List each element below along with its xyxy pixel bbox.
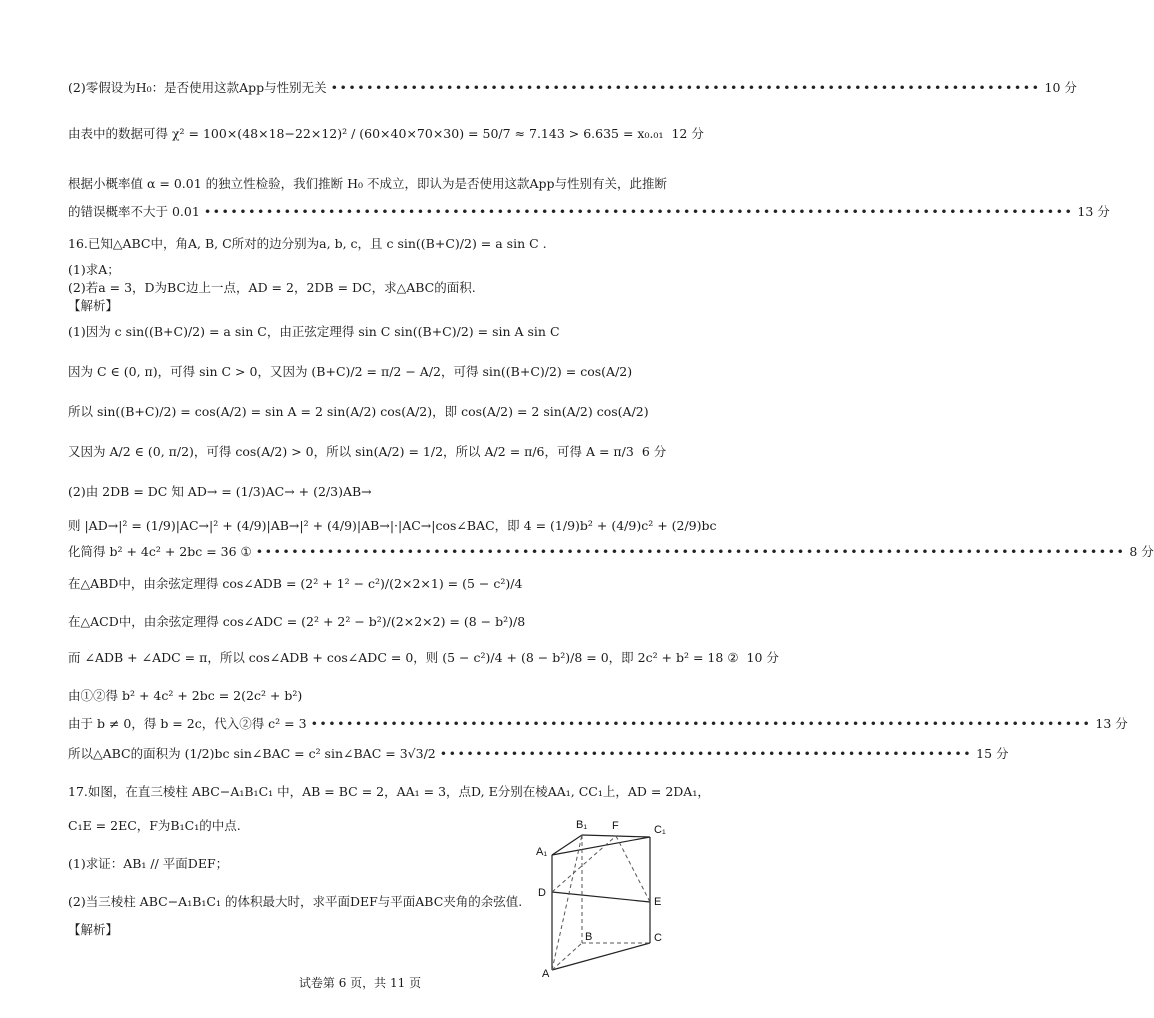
page-footer: 试卷第 6 页，共 11 页 <box>298 976 422 990</box>
problem-17-part2: (2)当三棱柱 ABC−A₁B₁C₁ 的体积最大时，求平面DEF与平面ABC夹角的余弦值. <box>68 894 523 909</box>
problem-16-statement: 16.已知△ABC中，角A, B, C所对的边分别为a, b, c，且 c sin((B+C)/2) = a sin C . <box>68 236 547 251</box>
line-20 <box>68 716 1128 732</box>
problem-17-statement-cont: C₁E = 2EC，F为B₁C₁的中点. <box>68 818 241 833</box>
problem-17-statement: 17.如图，在直三棱柱 ABC−A₁B₁C₁ 中，AB = BC = 2，AA₁ = 3，点D, E分别在棱AA₁, CC₁上，AD = 2DA₁， <box>68 784 710 799</box>
solution-line: 由①②得 b² + 4c² + 2bc = 2(2c² + b²) <box>68 688 303 703</box>
line-4 <box>68 204 1110 220</box>
label-a: A <box>542 968 550 980</box>
leader-dots: •••••••••••••••••••••••••••••••••••••••••••••••••••••••••••• <box>439 746 973 761</box>
line-18 <box>68 650 779 666</box>
prism-figure <box>530 815 680 985</box>
edge-a-b1 <box>552 835 582 970</box>
line-1-text: (2)零假设为H₀：是否使用这款App与性别无关 <box>68 80 327 95</box>
score-label: 15 分 <box>976 746 1009 761</box>
solution-line: (2)由 2DB = DC 知 AD→ = (1/3)AC→ + (2/3)AB→ <box>68 484 372 499</box>
line-15 <box>68 544 1154 560</box>
score-label: 13 分 <box>1095 716 1128 731</box>
label-c: C <box>654 932 662 944</box>
score-label: 10 分 <box>1044 80 1077 95</box>
line-2 <box>68 126 704 142</box>
solution-line: 所以△ABC的面积为 (1/2)bc sin∠BAC = c² sin∠BAC = 3√3/2 <box>68 746 436 761</box>
leader-dots: •••••••••••••••••••••••••••••••••••••••••••••••••••••••••••••••••••••••••••••••••••••••••••••••••• <box>255 544 1126 559</box>
label-a1: A₁ <box>536 846 548 858</box>
edge-a-c <box>552 943 650 970</box>
label-d: D <box>538 887 546 899</box>
solution-line: 因为 C ∈ (0, π)，可得 sin C > 0，又因为 (B+C)/2 = π/2 − A/2，可得 sin((B+C)/2) = cos(A/2) <box>68 364 633 379</box>
line-2-text: 由表中的数据可得 χ² = 100×(48×18−22×12)² / (60×40×70×30) = 50/7 ≈ 7.143 > 6.635 = x₀.₀₁ <box>68 126 664 141</box>
solution-line: 则 |AD→|² = (1/9)|AC→|² + (4/9)|AB→|² + (4/9)|AB→|·|AC→|cos∠BAC，即 4 = (1/9)b² + (4/9)c² + (2/9)bc <box>68 518 717 533</box>
score-label: 10 分 <box>746 650 779 665</box>
edge-a1-c1 <box>552 837 650 855</box>
solution-line: 而 ∠ADB + ∠ADC = π，所以 cos∠ADB + cos∠ADC = 0，则 (5 − c²)/4 + (8 − b²)/8 = 0，即 2c² + b² = 18 ② <box>68 650 739 665</box>
solution-line: (1)因为 c sin((B+C)/2) = a sin C，由正弦定理得 sin C sin((B+C)/2) = sin A sin C <box>68 324 560 339</box>
leader-dots: •••••••••••••••••••••••••••••••••••••••••••••••••••••••••••••••••••••••••••••••••••••••••••••••••• <box>203 204 1074 219</box>
score-label: 12 分 <box>671 126 704 141</box>
score-label: 13 分 <box>1077 204 1110 219</box>
solution-heading-16: 【解析】 <box>68 298 119 313</box>
edge-d-f <box>552 836 616 892</box>
line-1 <box>68 80 1077 96</box>
line-21 <box>68 746 1009 762</box>
solution-line: 由于 b ≠ 0，得 b = 2c，代入②得 c² = 3 <box>68 716 307 731</box>
solution-line: 又因为 A/2 ∈ (0, π/2)，可得 cos(A/2) > 0，所以 sin(A/2) = 1/2，所以 A/2 = π/6，可得 A = π/3 <box>68 444 634 459</box>
solution-line: 在△ACD中，由余弦定理得 cos∠ADC = (2² + 2² − b²)/(2×2×2) = (8 − b²)/8 <box>68 614 526 629</box>
line-4-text: 的错误概率不大于 0.01 <box>68 204 200 219</box>
problem-16-part1: (1)求A； <box>68 262 120 277</box>
label-e: E <box>654 896 662 908</box>
line-12 <box>68 444 667 460</box>
label-b1: B₁ <box>576 819 588 831</box>
edge-d-e <box>552 892 650 902</box>
leader-dots: •••••••••••••••••••••••••••••••••••••••••••••••••••••••••••••••••••••••••••••••••••••••• <box>310 716 1092 731</box>
solution-line: 化简得 b² + 4c² + 2bc = 36 ① <box>68 544 252 559</box>
edge-f-e <box>616 836 650 902</box>
label-c1: C₁ <box>654 824 666 836</box>
problem-17-part1: (1)求证：AB₁ // 平面DEF； <box>68 856 229 871</box>
score-label: 8 分 <box>1129 544 1154 559</box>
leader-dots: •••••••••••••••••••••••••••••••••••••••••••••••••••••••••••••••••••••••••••••••• <box>330 80 1041 95</box>
solution-line: 所以 sin((B+C)/2) = cos(A/2) = sin A = 2 sin(A/2) cos(A/2)，即 cos(A/2) = 2 sin(A/2) cos(A/2) <box>68 404 649 419</box>
score-label: 6 分 <box>641 444 667 459</box>
label-f: F <box>612 820 619 832</box>
label-b: B <box>585 931 593 943</box>
line-3-text: 根据小概率值 α = 0.01 的独立性检验，我们推断 H₀ 不成立，即认为是否使用这款App与性别有关，此推断 <box>68 176 668 191</box>
solution-line: 在△ABD中，由余弦定理得 cos∠ADB = (2² + 1² − c²)/(2×2×1) = (5 − c²)/4 <box>68 576 523 591</box>
solution-heading-17: 【解析】 <box>68 922 119 937</box>
problem-16-part2: (2)若a = 3，D为BC边上一点，AD = 2，2DB = DC，求△ABC的面积. <box>68 280 476 295</box>
